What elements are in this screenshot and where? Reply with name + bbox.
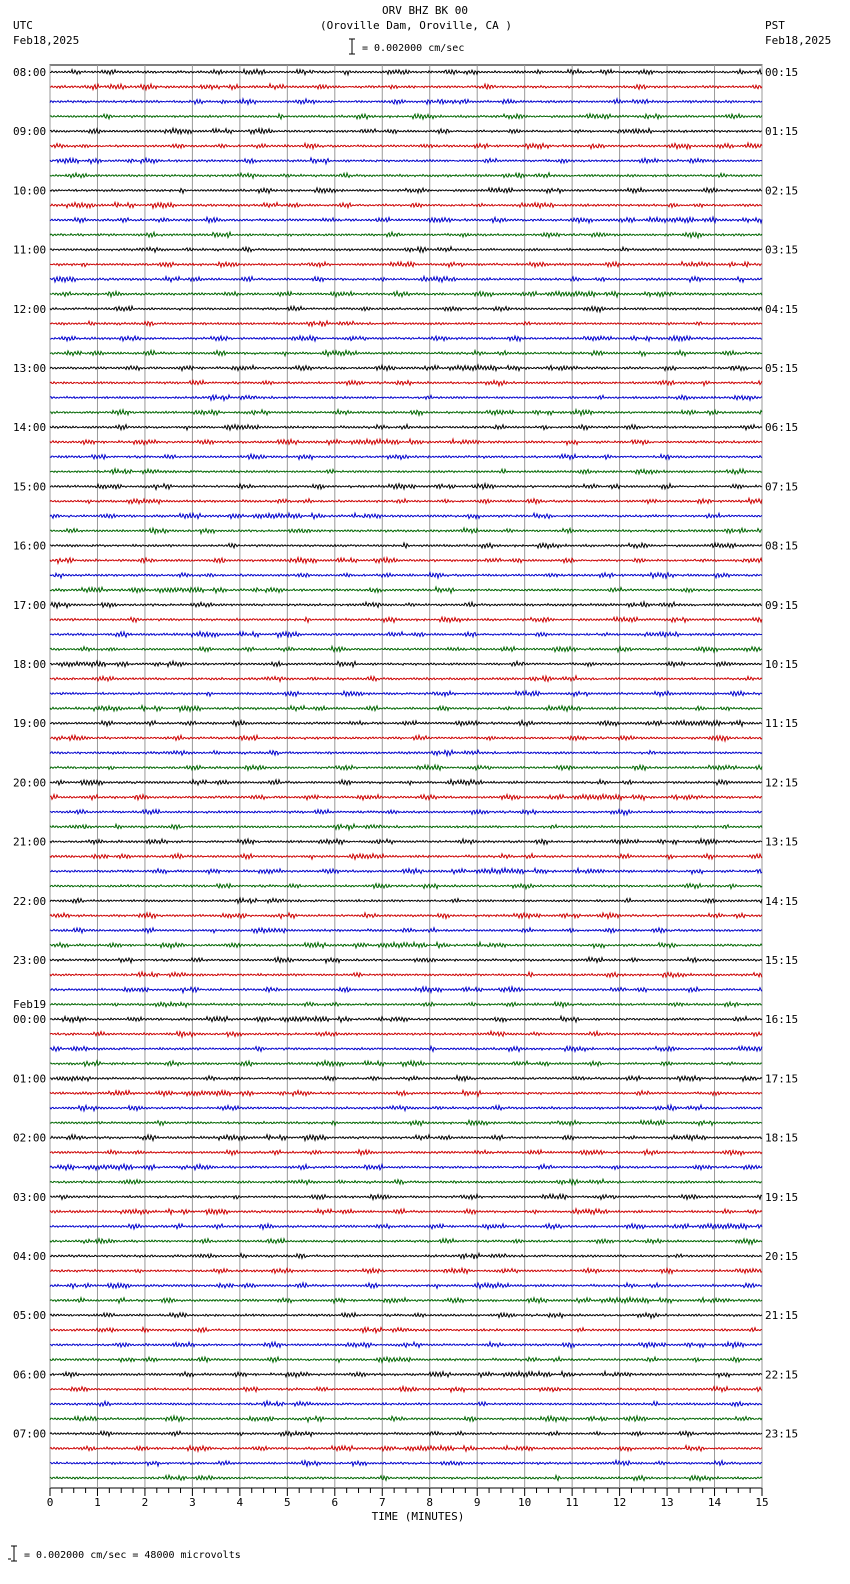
utc-hour-label: 13:00 <box>13 362 47 375</box>
seismic-trace <box>50 1313 762 1318</box>
left-timezone: UTC <box>13 19 33 32</box>
seismic-trace <box>50 469 762 474</box>
seismic-trace <box>50 1194 762 1199</box>
pst-hour-label: 04:15 <box>765 302 799 316</box>
seismic-trace <box>50 1342 762 1348</box>
utc-hour-label: 07:00 <box>13 1427 47 1441</box>
seismic-trace <box>50 306 762 312</box>
seismic-trace <box>50 1076 762 1081</box>
pst-hour-label: 06:15 <box>765 421 799 435</box>
seismic-trace <box>50 957 762 963</box>
seismic-trace <box>50 128 762 133</box>
seismic-trace <box>50 706 762 712</box>
seismic-trace <box>50 321 762 327</box>
utc-hour-label: 16:00 <box>13 539 47 553</box>
left-date: Feb18,2025 <box>13 34 80 47</box>
seismic-trace <box>50 276 762 282</box>
pst-hour-label: 18:15 <box>765 1131 799 1145</box>
seismic-trace <box>50 928 762 933</box>
seismic-trace <box>50 1105 762 1111</box>
seismic-trace <box>50 69 762 75</box>
x-tick-label: 1 <box>94 1496 101 1509</box>
seismic-trace <box>50 884 762 889</box>
seismic-trace <box>50 794 762 800</box>
seismic-trace <box>50 1016 762 1022</box>
pst-hour-label: 11:15 <box>765 717 799 731</box>
scale-legend: = 0.002000 cm/sec <box>362 43 465 54</box>
pst-hour-label: 09:15 <box>765 598 799 612</box>
utc-hour-label: 22:00 <box>13 894 47 908</box>
seismic-trace <box>50 291 762 297</box>
seismic-trace <box>50 1090 762 1096</box>
seismic-trace <box>50 750 762 755</box>
seismic-trace <box>50 1002 762 1007</box>
seismic-trace <box>50 513 762 519</box>
pst-hour-label: 14:15 <box>765 894 799 908</box>
right-date: Feb18,2025 <box>765 34 832 47</box>
seismic-trace <box>50 1253 762 1259</box>
seismic-trace <box>50 439 762 445</box>
seismic-trace <box>50 1268 762 1273</box>
seismic-trace <box>50 232 762 238</box>
pst-hour-label: 08:15 <box>765 539 799 553</box>
x-axis-label: TIME (MINUTES) <box>371 1510 465 1523</box>
x-tick-label: 5 <box>284 1496 291 1509</box>
utc-hour-label: 01:00 <box>13 1072 47 1086</box>
seismic-trace <box>50 158 762 164</box>
seismic-trace <box>50 217 762 223</box>
seismic-trace <box>50 780 762 785</box>
seismic-trace <box>50 188 762 193</box>
utc-hour-label: 17:00 <box>13 598 47 612</box>
seismic-trace <box>50 573 762 578</box>
seismic-trace <box>50 173 762 178</box>
x-tick-label: 9 <box>473 1496 481 1509</box>
seismic-trace <box>50 942 762 948</box>
utc-hour-label: 15:00 <box>13 480 47 494</box>
seismic-trace <box>50 365 762 371</box>
seismic-trace <box>50 987 762 993</box>
seismic-trace <box>50 661 762 667</box>
seismic-trace <box>50 824 762 830</box>
x-tick-label: 0 <box>46 1496 54 1509</box>
utc-hour-label: 04:00 <box>13 1250 47 1263</box>
footer-scale-icon <box>8 1545 20 1563</box>
seismic-trace <box>50 262 762 267</box>
seismic-trace <box>50 1371 762 1377</box>
seismic-trace <box>50 720 762 726</box>
pst-hour-label: 01:15 <box>765 125 799 139</box>
utc-hour-label: 19:00 <box>13 717 47 731</box>
seismic-trace <box>50 99 762 104</box>
utc-hour-label: 18:00 <box>13 658 47 671</box>
seismic-trace <box>50 868 762 874</box>
seismic-trace <box>50 1460 762 1466</box>
seismic-trace <box>50 1327 762 1332</box>
seismic-trace <box>50 1416 762 1422</box>
seismic-trace <box>50 617 762 622</box>
x-tick-label: 4 <box>236 1496 244 1509</box>
utc-hour-label: 03:00 <box>13 1190 47 1204</box>
utc-hour-label: 21:00 <box>13 835 47 849</box>
seismic-trace <box>50 202 762 208</box>
seismic-trace <box>50 1031 762 1037</box>
utc-hour-label: 08:00 <box>13 66 47 79</box>
seismic-trace <box>50 646 762 652</box>
pst-hour-label: 03:15 <box>765 243 799 257</box>
seismic-trace <box>50 1120 762 1125</box>
pst-hour-label: 12:15 <box>765 776 799 790</box>
x-tick-label: 2 <box>141 1496 149 1509</box>
seismic-trace <box>50 1239 762 1244</box>
pst-hour-label: 05:15 <box>765 362 799 375</box>
seismic-trace <box>50 380 762 385</box>
pst-hour-label: 00:15 <box>765 66 799 79</box>
seismic-trace <box>50 1046 762 1051</box>
seismic-trace <box>50 1283 762 1289</box>
seismic-trace <box>50 735 762 741</box>
pst-hour-label: 13:15 <box>765 835 799 849</box>
seismic-trace <box>50 1446 762 1452</box>
seismic-trace <box>50 484 762 490</box>
x-tick-label: 15 <box>755 1496 769 1509</box>
seismic-trace <box>50 1297 762 1303</box>
pst-hour-label: 16:15 <box>765 1013 799 1027</box>
seismic-trace <box>50 1431 762 1436</box>
date-change-label: Feb19 <box>13 998 47 1012</box>
right-timezone: PST <box>765 19 785 32</box>
utc-hour-label: 06:00 <box>13 1368 47 1382</box>
seismic-trace <box>50 410 762 416</box>
seismic-trace <box>50 528 762 534</box>
pst-hour-label: 23:15 <box>765 1427 799 1441</box>
seismic-trace <box>50 632 762 638</box>
pst-hour-label: 15:15 <box>765 954 799 967</box>
seismic-trace <box>50 543 762 548</box>
utc-hour-label: 05:00 <box>13 1309 47 1323</box>
seismic-trace <box>50 1387 762 1392</box>
utc-hour-label: 09:00 <box>13 125 47 139</box>
seismic-trace <box>50 1401 762 1406</box>
seismic-trace <box>50 691 762 696</box>
x-tick-label: 3 <box>189 1496 196 1509</box>
utc-hour-label: 23:00 <box>13 954 47 967</box>
seismic-trace <box>50 1224 762 1229</box>
utc-hour-label: 10:00 <box>13 184 47 198</box>
x-tick-label: 10 <box>518 1496 532 1509</box>
seismic-trace <box>50 602 762 608</box>
pst-hour-label: 07:15 <box>765 480 799 494</box>
seismic-trace <box>50 454 762 459</box>
seismic-trace <box>50 1150 762 1155</box>
x-tick-label: 13 <box>660 1496 674 1509</box>
utc-hour-label: 11:00 <box>13 243 47 257</box>
pst-hour-label: 19:15 <box>765 1190 799 1204</box>
x-tick-label: 8 <box>426 1496 434 1509</box>
x-tick-label: 11 <box>565 1496 579 1509</box>
seismic-trace <box>50 424 762 430</box>
seismic-trace <box>50 395 762 400</box>
seismic-trace <box>50 1164 762 1170</box>
seismic-trace <box>50 898 762 903</box>
seismic-trace <box>50 114 762 119</box>
seismic-trace <box>50 143 762 149</box>
x-tick-label: 12 <box>612 1496 627 1509</box>
seismic-trace <box>50 84 762 90</box>
station-title: ORV BHZ BK 00 <box>381 4 469 17</box>
seismic-trace <box>50 498 762 503</box>
pst-hour-label: 22:15 <box>765 1368 799 1382</box>
seismic-trace <box>50 336 762 341</box>
seismic-trace <box>50 1209 762 1215</box>
pst-hour-label: 20:15 <box>765 1250 799 1263</box>
seismic-trace <box>50 810 762 815</box>
footer-scale-text: = 0.002000 cm/sec = 48000 microvolts <box>24 1550 241 1561</box>
seismic-trace <box>50 913 762 919</box>
pst-hour-label: 10:15 <box>765 658 799 671</box>
pst-hour-label: 21:15 <box>765 1309 799 1323</box>
pst-hour-label: 02:15 <box>765 184 799 198</box>
x-tick-label: 6 <box>331 1496 339 1509</box>
seismic-trace <box>50 854 762 860</box>
x-tick-label: 7 <box>378 1496 386 1509</box>
x-tick-label: 14 <box>707 1496 722 1509</box>
seismic-trace <box>50 765 762 770</box>
pst-hour-label: 17:15 <box>765 1072 799 1086</box>
seismic-trace <box>50 350 762 355</box>
seismic-trace <box>50 1061 762 1067</box>
seismic-trace <box>50 587 762 593</box>
utc-hour-label: 20:00 <box>13 776 47 790</box>
seismic-trace <box>50 1357 762 1362</box>
utc-hour-label: 02:00 <box>13 1131 47 1145</box>
seismic-trace <box>50 1475 762 1481</box>
seismic-trace <box>50 247 762 252</box>
utc-hour-label: 12:00 <box>13 302 47 316</box>
seismic-trace <box>50 1179 762 1184</box>
seismic-trace <box>50 1135 762 1141</box>
seismic-trace <box>50 839 762 845</box>
seismic-trace <box>50 558 762 564</box>
seismic-trace <box>50 676 762 682</box>
utc-hour-label: 00:00 <box>13 1013 47 1027</box>
seismic-trace <box>50 972 762 978</box>
utc-hour-label: 14:00 <box>13 421 47 435</box>
station-location: (Oroville Dam, Oroville, CA ) <box>319 19 513 32</box>
